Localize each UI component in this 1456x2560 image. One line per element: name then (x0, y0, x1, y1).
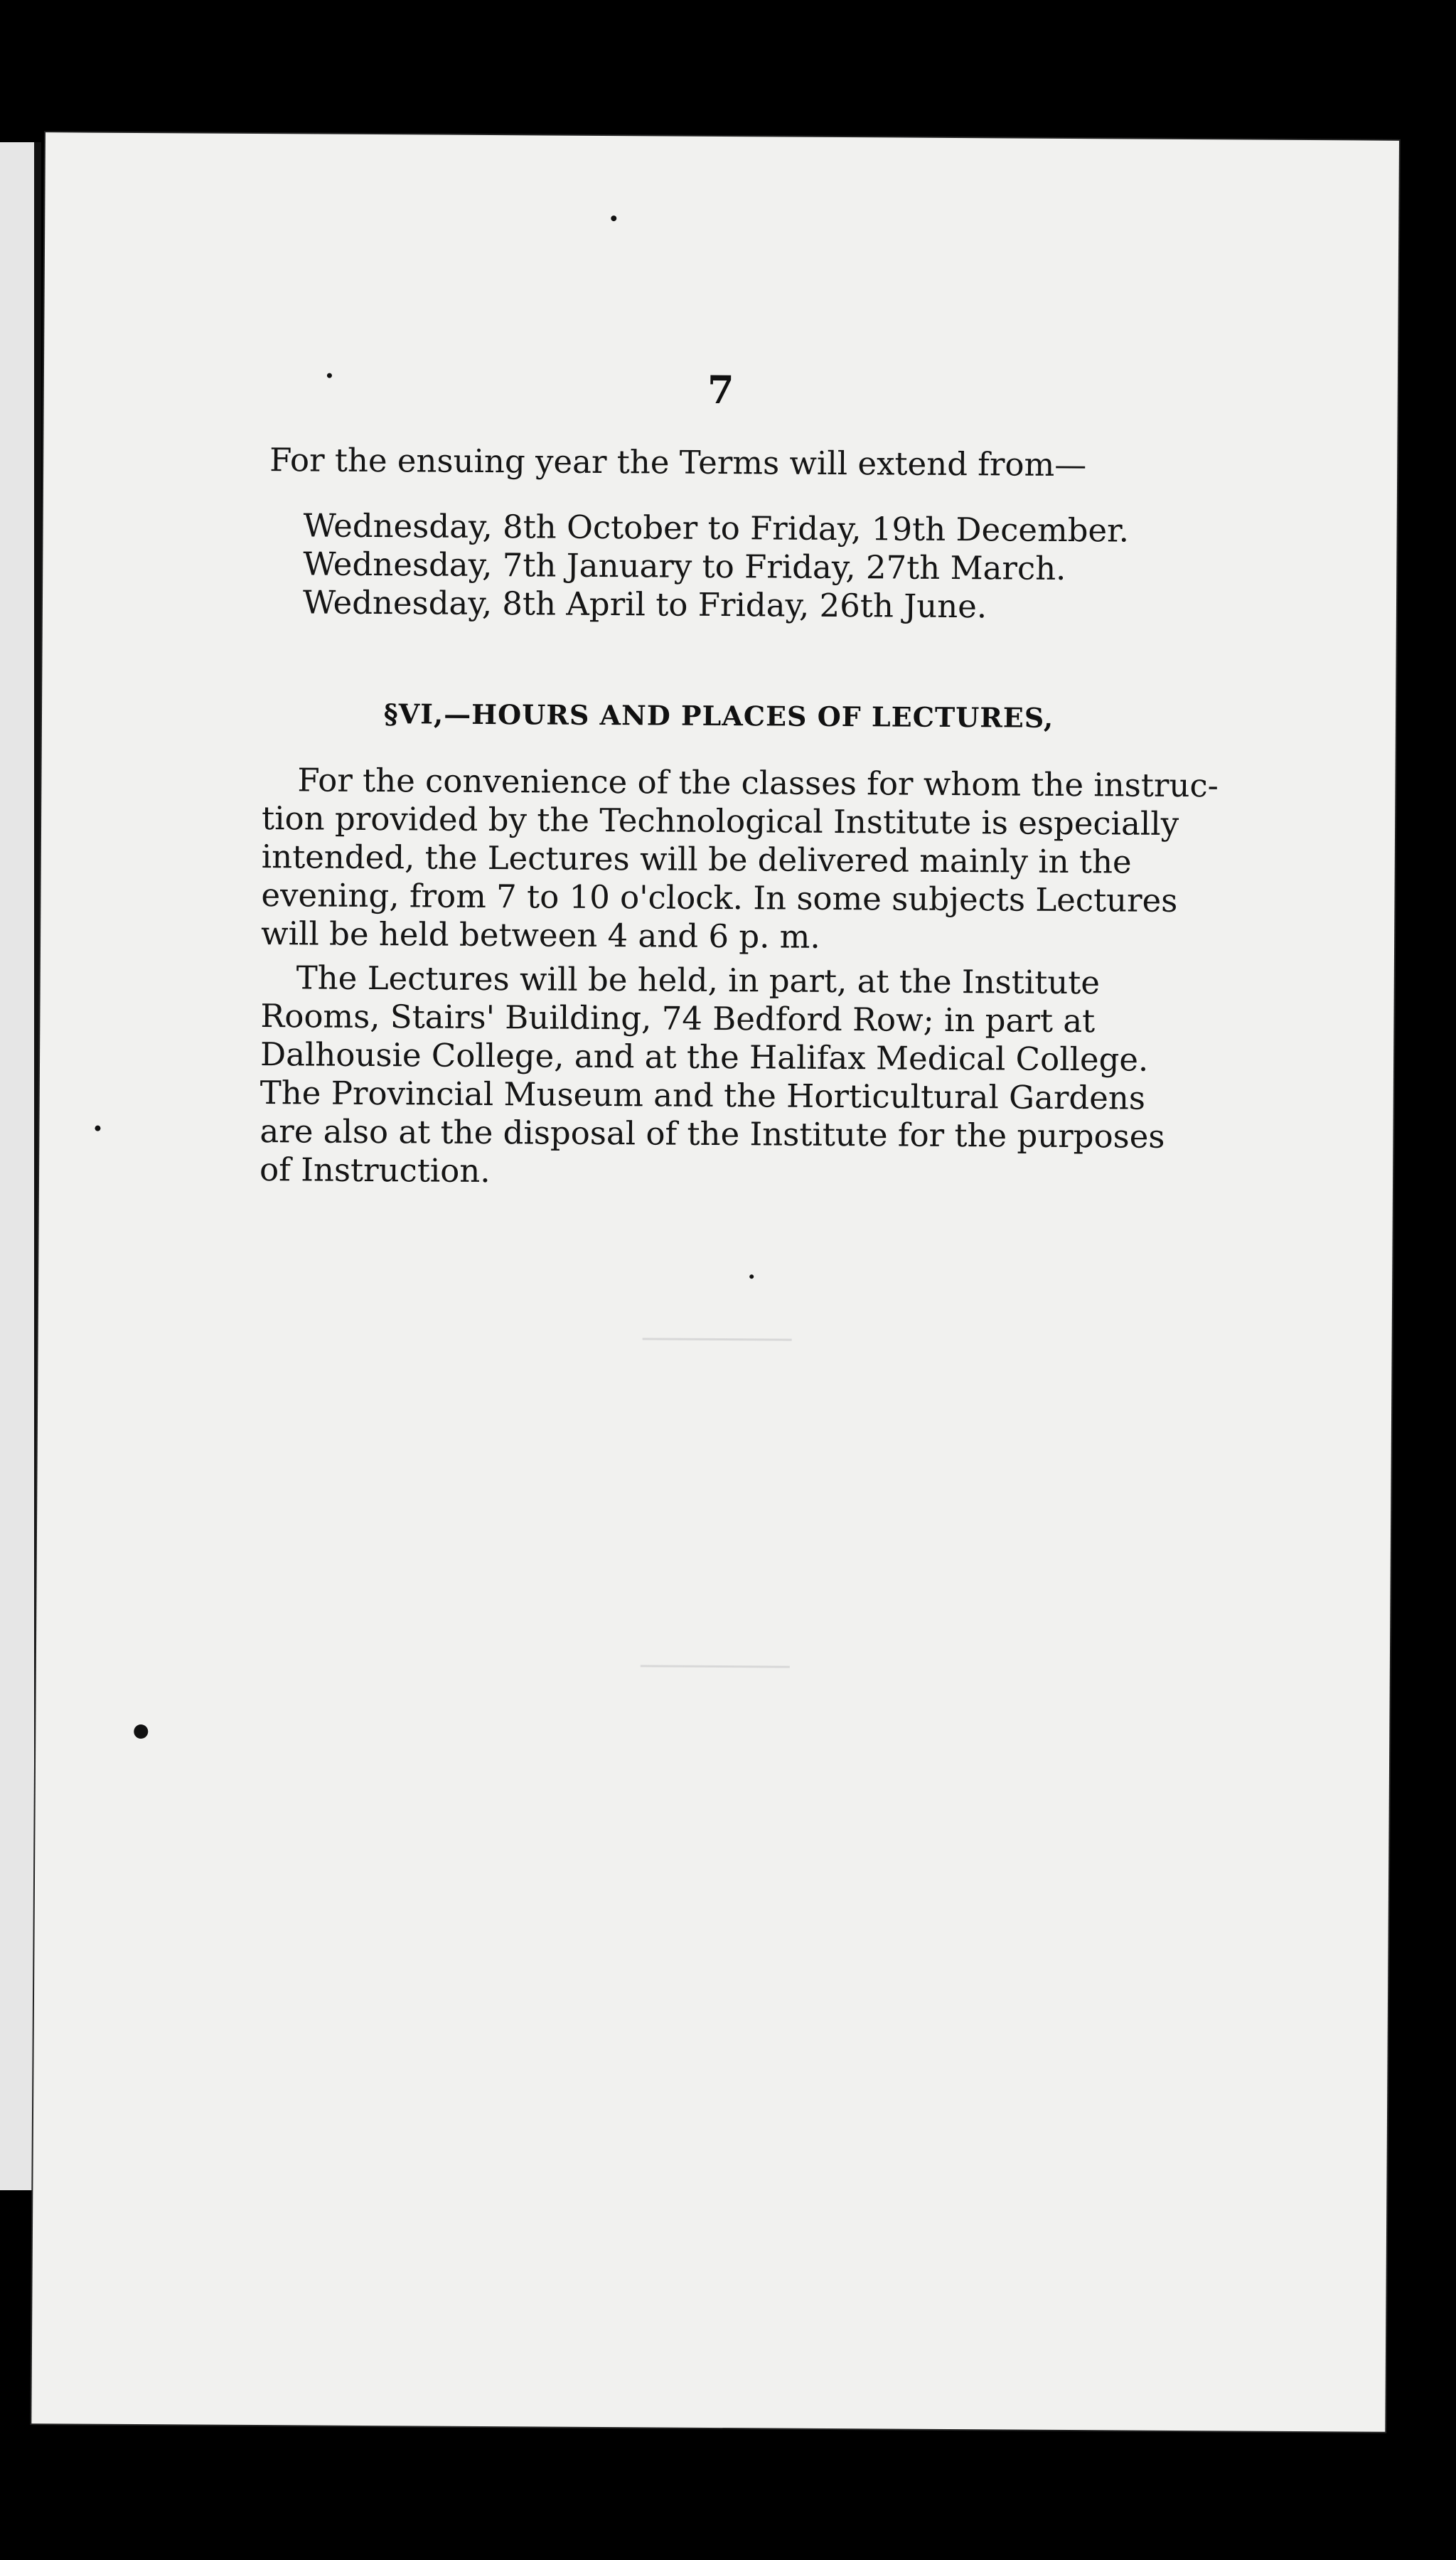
bleed-through-rule (643, 1338, 792, 1340)
paragraph-line: evening, from 7 to 10 o'clock. In some subjects Lectures (261, 876, 1178, 919)
term-date-line: Wednesday, 8th April to Friday, 26th June. (302, 583, 987, 626)
paragraph-line: The Provincial Museum and the Horticultural Gardens (259, 1074, 1146, 1117)
paragraph-line: tion provided by the Technological Institute is especially (261, 799, 1179, 843)
bleed-through-rule (641, 1665, 790, 1668)
print-speck (134, 1724, 148, 1739)
paragraph-line: The Lectures will be held, in part, at the Institute (296, 959, 1101, 1002)
document-page (31, 132, 1399, 2432)
paragraph-line: Dalhousie College, and at the Halifax Medical College. (259, 1035, 1149, 1079)
print-speck (611, 215, 616, 221)
paragraph-line: are also at the disposal of the Institute for the purposes (259, 1112, 1165, 1156)
paragraph-line: For the convenience of the classes for whom the instruc- (297, 761, 1219, 805)
term-date-line: Wednesday, 7th January to Friday, 27th March. (303, 545, 1066, 587)
paragraph-line: will be held between 4 and 6 p. m. (260, 914, 820, 956)
print-speck (95, 1126, 100, 1131)
terms-intro: For the ensuing year the Terms will extend from— (269, 441, 1087, 484)
term-date-line: Wednesday, 8th October to Friday, 19th December. (303, 506, 1130, 550)
print-speck (749, 1274, 754, 1279)
page-number: 7 (707, 366, 734, 413)
paragraph-line: intended, the Lectures will be delivered mainly in the (261, 838, 1132, 881)
paragraph-line: of Instruction. (259, 1151, 491, 1190)
paragraph-line: Rooms, Stairs' Building, 74 Bedford Row; in part at (260, 997, 1096, 1040)
section-heading: §VI,—HOURS AND PLACES OF LECTURES, (383, 698, 1054, 734)
